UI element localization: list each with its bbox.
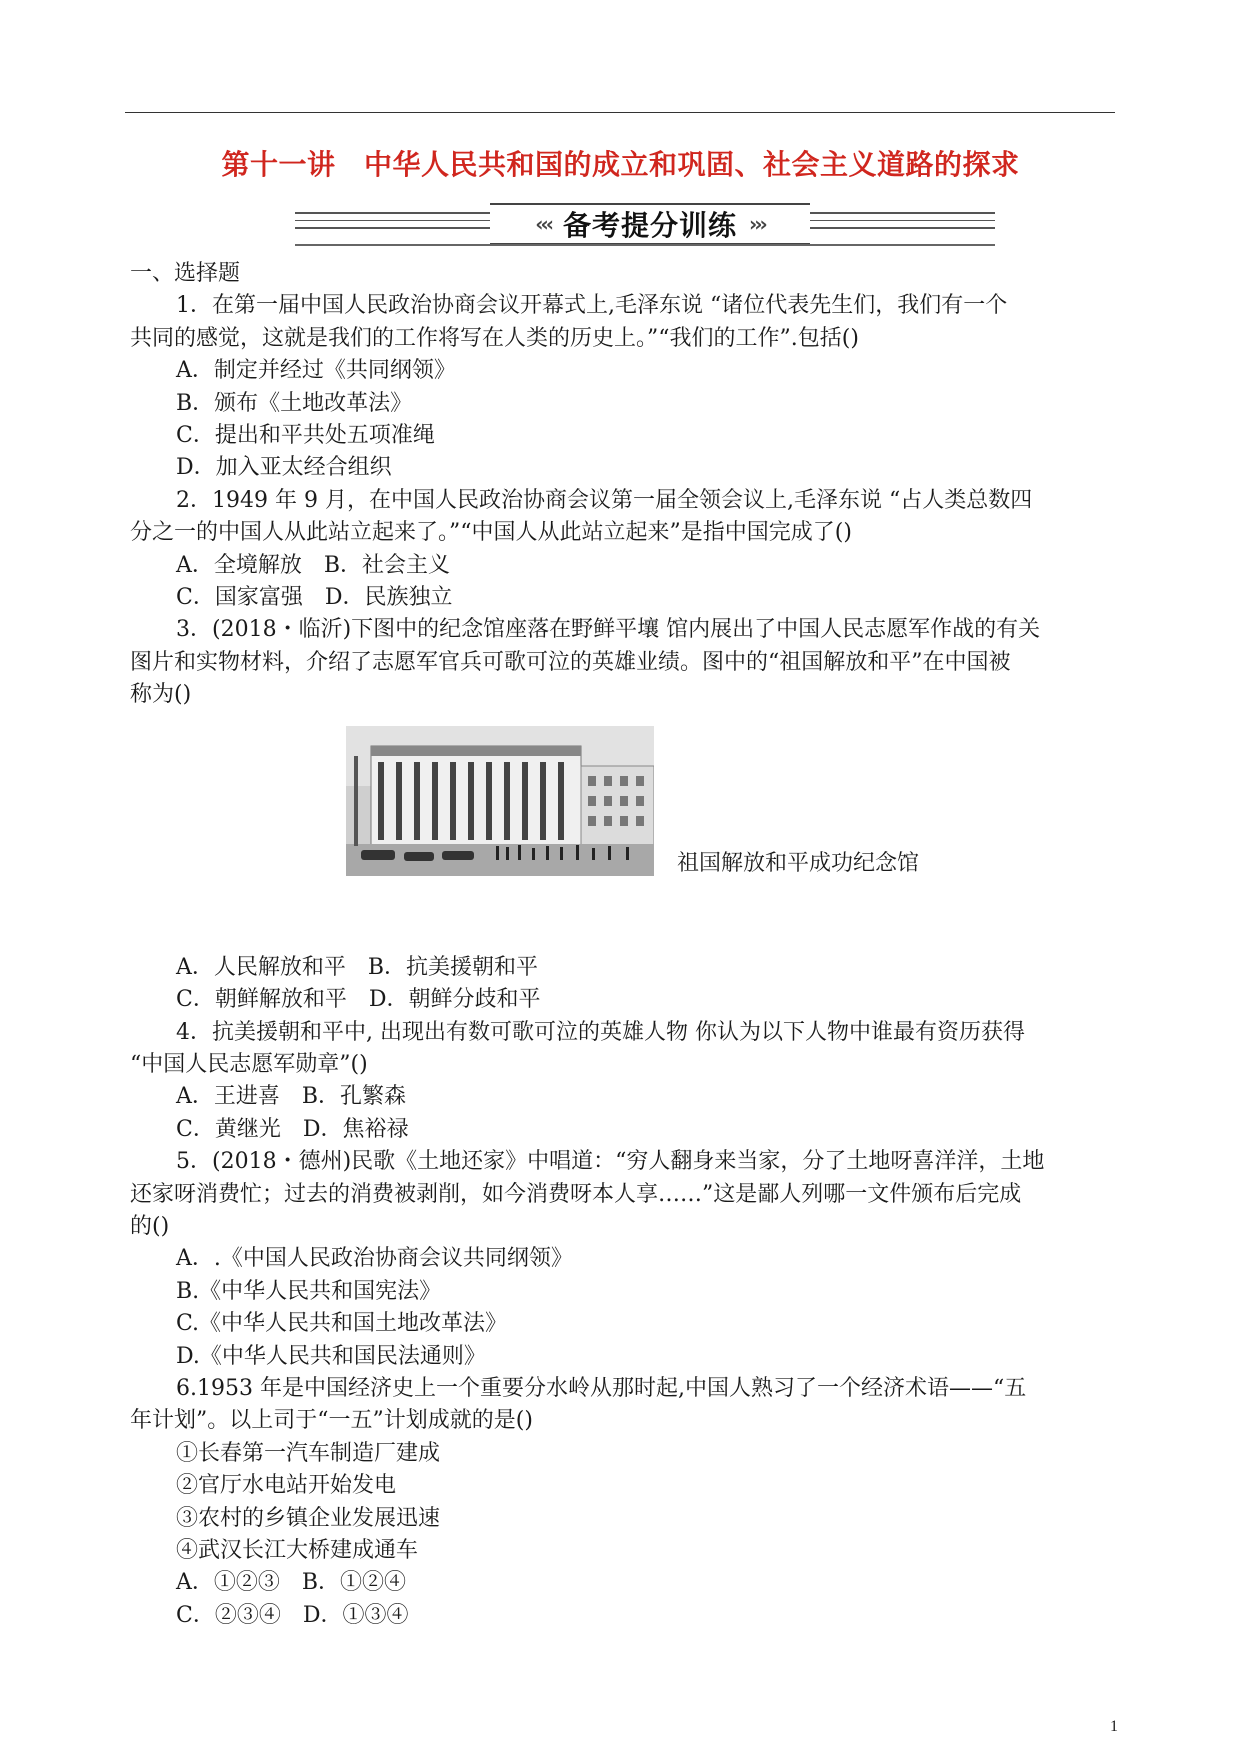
q5-line-2: 还家呀消费忙；过去的消费被剥削，如今消费呀本人享……”这是鄙人列哪一文件颁布后完成	[130, 1181, 1022, 1207]
chevron-right-icon: ›››	[749, 212, 765, 236]
q1-option: C．提出和平共处五项准绳	[176, 423, 435, 449]
q3-line-3: 称为()	[130, 682, 192, 708]
q6-line-2: 年计划”。以上司于“一五”计划成就的是()	[130, 1408, 533, 1434]
q3-line-1: 3．(2018・临沂)下图中的纪念馆座落在野鲜平壤 馆内展出了中国人民志愿军作战的有关	[176, 617, 1041, 643]
banner-underline	[295, 244, 995, 246]
q3-line-2: 图片和实物材料，介绍了志愿军官兵可歌可泣的英雄业绩。图中的“祖国解放和平”在中国被	[130, 649, 1011, 675]
section-heading: 一、选择题	[130, 261, 241, 286]
banner-right-lines	[805, 212, 995, 235]
q2-option: A．全境解放 B．社会主义	[176, 552, 451, 578]
q4-option: A．王进喜 B．孔繁森	[176, 1084, 407, 1110]
q4-option: C．黄继光 D．焦裕禄	[176, 1116, 409, 1142]
section-banner	[295, 203, 995, 253]
q1-option: A．制定并经过《共同纲领》	[176, 358, 456, 384]
q5-line-3: 的()	[130, 1213, 170, 1239]
q5-option: A．.《中国人民政治协商会议共同纲领》	[176, 1246, 573, 1272]
photo-caption: 祖国解放和平成功纪念馆	[677, 850, 920, 876]
banner-label: 备考提分训练	[562, 209, 737, 242]
memorial-hall-photo	[346, 726, 654, 876]
q6-item: ②官厅水电站开始发电	[176, 1473, 397, 1499]
q6-item: ③农村的乡镇企业发展迅速	[176, 1505, 441, 1531]
q5-line-1: 5．(2018・德州)民歌《土地还家》中唱道：“穷人翻身来当家，分了土地呀喜洋洋，土地	[176, 1149, 1045, 1175]
q6-item: ④武汉长江大桥建成通车	[176, 1538, 419, 1563]
q6-line-1: 6.1953 年是中国经济史上一个重要分水岭从那时起,中国人熟习了一个经济术语——“五	[176, 1375, 1027, 1401]
q6-option: C．②③④ D．①③④	[176, 1602, 409, 1628]
q1-line-1: 1．在第一届中国人民政治协商会议开幕式上,毛泽东说 “诸位代表先生们，我们有一个	[176, 293, 1008, 319]
chevron-left-icon: ‹‹‹	[535, 212, 551, 236]
q4-line-2: “中国人民志愿军勋章”()	[130, 1051, 368, 1077]
q2-line-1: 2．1949 年 9 月，在中国人民政治协商会议第一届全领会议上,毛泽东说 “占人类总数四	[176, 487, 1033, 513]
banner-box	[490, 203, 810, 245]
q6-option: A．①②③ B．①②④	[176, 1570, 407, 1596]
q4-line-1: 4．抗美援朝和平中, 出现出有数可歌可泣的英雄人物 你认为以下人物中谁最有资历获得	[176, 1019, 1025, 1045]
q6-item: ①长春第一汽车制造厂建成	[176, 1440, 441, 1466]
q2-option: C．国家富强 D．民族独立	[176, 585, 453, 611]
q5-option: C.《中华人民共和国土地改革法》	[176, 1311, 508, 1337]
page-number: 1	[1110, 1718, 1118, 1735]
header-rule	[125, 112, 1115, 113]
q3-figure	[130, 726, 1120, 894]
banner-left-lines	[295, 212, 495, 235]
q5-option: D.《中华人民共和国民法通则》	[176, 1343, 486, 1369]
q1-option: D．加入亚太经合组织	[176, 455, 392, 481]
q1-option: B．颁布《土地改革法》	[176, 390, 413, 416]
page-title: 第十一讲 中华人民共和国的成立和巩固、社会主义道路的探求	[221, 148, 1020, 181]
q5-option: B.《中华人民共和国宪法》	[176, 1278, 442, 1304]
q1-line-2: 共同的感觉，这就是我们的工作将写在人类的历史上。”“我们的工作”.包括()	[130, 325, 859, 351]
q3-option: C．朝鲜解放和平 D．朝鲜分歧和平	[176, 987, 541, 1013]
q3-option: A．人民解放和平 B．抗美援朝和平	[176, 954, 539, 980]
q2-line-2: 分之一的中国人从此站立起来了。”“中国人从此站立起来”是指中国完成了()	[130, 520, 852, 546]
question-content	[130, 258, 1120, 1632]
